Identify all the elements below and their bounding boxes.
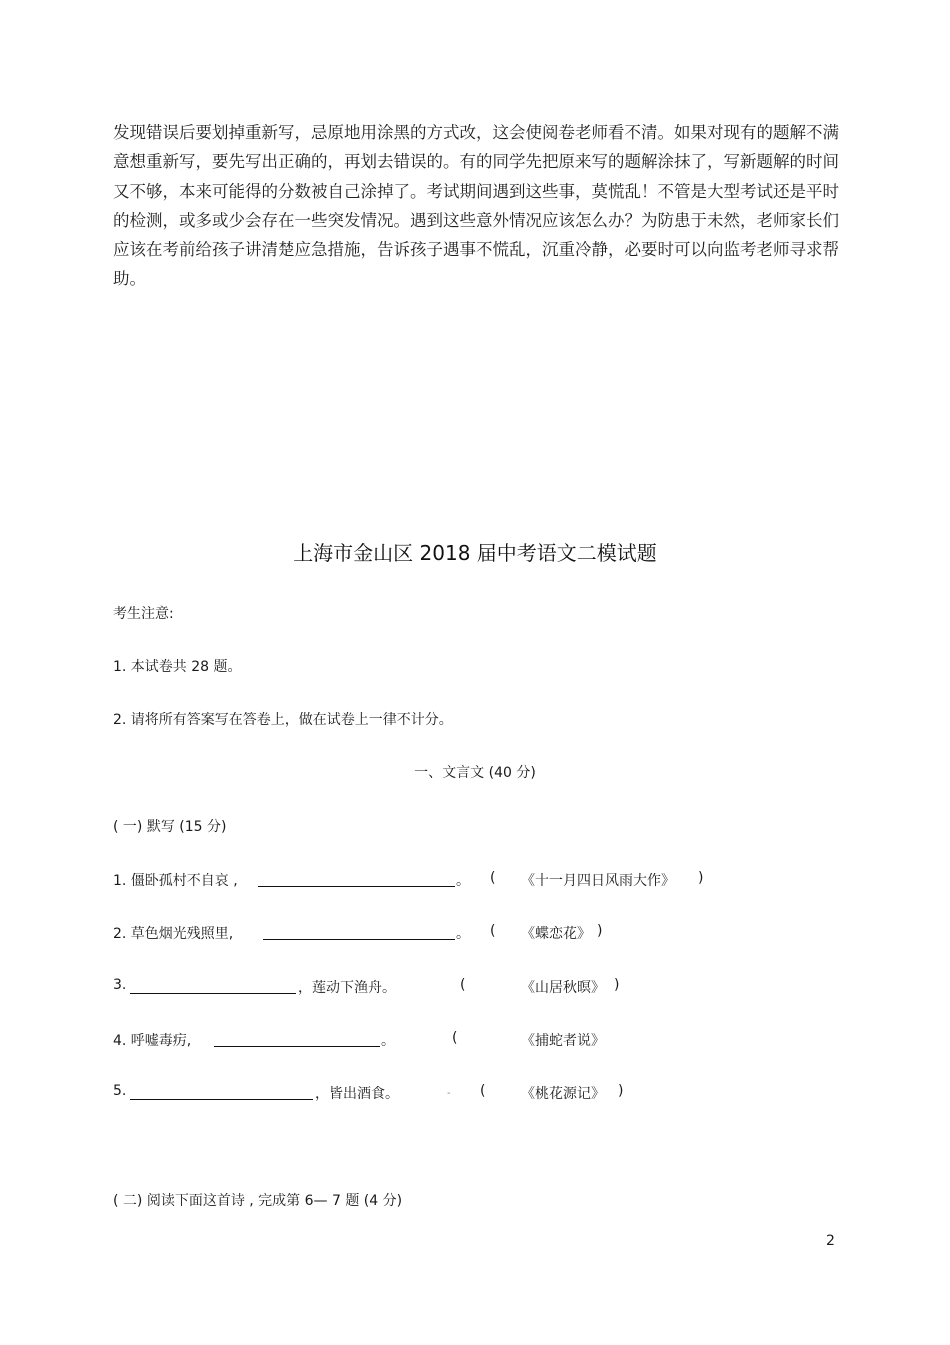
part-heading-dictation: ( 一) 默写 (15 分) — [113, 819, 227, 835]
paragraph-line: 发现错误后要划掉重新写，忌原地用涂黑的方式改，这会使阅卷老师看不清。如果对现有的题解不满 — [113, 123, 839, 142]
open-paren: ( — [480, 1083, 486, 1099]
notice-item-2: 2. 请将所有答案写在答卷上，做在试卷上一律不计分。 — [113, 712, 453, 728]
notice-heading: 考生注意: — [113, 606, 174, 622]
question-suffix: 。 — [456, 926, 470, 942]
question-prefix: 1. 僵卧孤村不自哀 , — [113, 873, 238, 889]
open-paren: ( — [490, 923, 496, 939]
answer-blank[interactable] — [263, 939, 455, 940]
question-prefix: 2. 草色烟光残照里, — [113, 926, 234, 942]
page-number: 2 — [826, 1233, 835, 1249]
close-paren: ) — [618, 1083, 624, 1099]
exam-title: 上海市金山区 2018 届中考语文二模试题 — [293, 541, 657, 565]
open-paren: ( — [490, 870, 496, 886]
paragraph-line: 又不够，本来可能得的分数被自己涂掉了。考试期间遇到这些事，莫慌乱！不管是大型考试还是平时 — [113, 181, 839, 201]
intro-paragraph — [113, 118, 843, 294]
question-suffix: 。 — [456, 873, 470, 889]
close-paren: ) — [597, 923, 603, 939]
close-paren: ) — [698, 870, 704, 886]
section-heading-classical-chinese: 一、文言文 (40 分) — [414, 765, 536, 781]
open-paren: ( — [452, 1030, 458, 1046]
source-title: 《山居秋暝》 — [521, 980, 605, 996]
paragraph-line: 的检测，或多或少会存在一些突发情况。遇到这些意外情况应该怎么办？为防患于未然，老师家长们 — [113, 210, 839, 230]
answer-blank[interactable] — [214, 1046, 380, 1047]
paragraph-line: 意想重新写，要先写出正确的，再划去错误的。有的同学先把原来写的题解涂抹了，写新题解的时间 — [113, 152, 839, 172]
paragraph-line: 应该在考前给孩子讲清楚应急措施，告诉孩子遇事不慌乱，沉重冷静，必要时可以向监考老师寻求帮 — [113, 240, 839, 260]
answer-blank[interactable] — [258, 886, 455, 887]
source-title: 《桃花源记》 — [521, 1086, 605, 1102]
question-suffix: ，皆出酒食。 — [315, 1086, 399, 1102]
part-heading-poem-reading: ( 二) 阅读下面这首诗 , 完成第 6— 7 题 (4 分) — [113, 1193, 403, 1209]
paragraph-line: 助。 — [113, 269, 146, 289]
question-suffix: ，莲动下渔舟。 — [298, 980, 396, 996]
question-suffix: 。 — [381, 1033, 395, 1049]
question-prefix: 5. — [113, 1083, 127, 1099]
open-paren: ( — [460, 977, 466, 993]
question-prefix: 3. — [113, 977, 127, 993]
notice-item-1: 1. 本试卷共 28 题。 — [113, 659, 242, 675]
question-prefix: 4. 呼嘘毒疠, — [113, 1033, 192, 1049]
answer-blank[interactable] — [130, 1099, 313, 1100]
stray-mark: - — [447, 1088, 451, 1099]
source-title: 《捕蛇者说》 — [521, 1033, 605, 1049]
source-title: 《十一月四日风雨大作》 — [521, 873, 675, 889]
answer-blank[interactable] — [130, 993, 296, 994]
close-paren: ) — [614, 977, 620, 993]
source-title: 《蝶恋花》 — [521, 926, 591, 942]
